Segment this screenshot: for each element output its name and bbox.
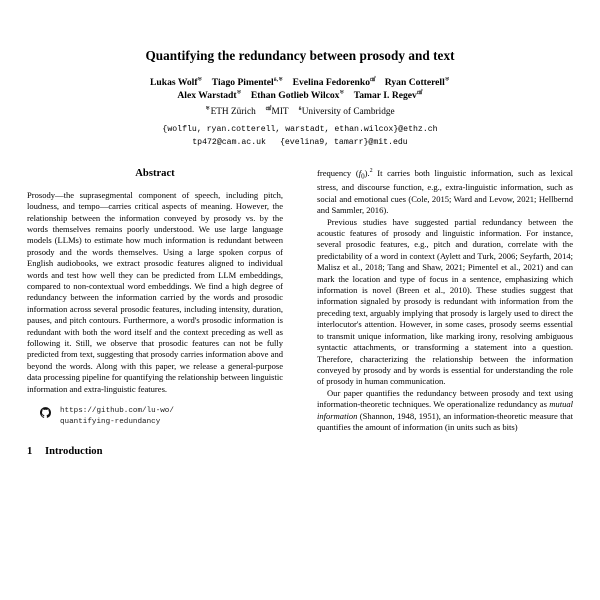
author-entry (212, 77, 284, 88)
author-affiliation-mark: δ,♅ (273, 76, 284, 83)
paragraph-continued (317, 168, 573, 217)
text-frequency-suffix: ). (364, 168, 370, 178)
affiliation-entry (266, 107, 289, 117)
left-column (27, 168, 283, 600)
section-number: 1 (27, 446, 33, 458)
author-line-1 (48, 76, 552, 90)
section-title: Introduction (45, 446, 103, 458)
email-cam: tp472@cam.ac.uk (192, 137, 266, 147)
github-icon (40, 407, 51, 418)
email-line-other (48, 137, 552, 150)
email-mit: {evelina9, tamarr}@mit.edu (279, 137, 408, 147)
author-entry (251, 90, 345, 101)
text-paragraph-3-b: (Shannon, 1948, 1951), an information-theoretic measure that quantifies the amount of information (in units such as bits) (317, 410, 573, 433)
author-affiliation-mark: ♅ (339, 90, 345, 97)
symbol-f0: f (358, 168, 362, 178)
author-name: Tamar I. Regev (353, 90, 417, 102)
author-entry (293, 77, 376, 88)
affiliation-mark: δ (298, 105, 302, 112)
page-title: Quantifying the redundancy between prosody and text (145, 48, 455, 63)
abstract-heading: Abstract (135, 168, 175, 179)
author-affiliation-mark: ♅ (236, 90, 242, 97)
title-block (0, 0, 600, 149)
text-paragraph-3-a: Our paper quantifies the redundancy between prosody and text using information-theoretic techniques. We operationalize redundancy as (317, 387, 573, 410)
repository-link[interactable] (27, 406, 283, 428)
repository-url-line2: quantifying-redundancy (60, 418, 161, 427)
author-name: Tiago Pimentel (211, 76, 274, 88)
affiliation-entry (299, 107, 395, 117)
author-entry (150, 77, 203, 88)
term-mutual-information: mutual information (317, 399, 573, 421)
author-name: Lukas Wolf (150, 76, 198, 88)
repository-url-line1: https://github.com/lu-wo/ (60, 407, 174, 416)
paragraph-our-paper (317, 388, 573, 434)
affiliation-entry (205, 107, 255, 117)
email-block (48, 124, 552, 149)
paragraph-previous-studies: Previous studies have suggested partial redundancy between the acoustic features of prosody and linguistic information. For instance, several prosodic features, e.g., pitch and duration, correlate with the predictability of a word in context (Aylett and Turk, 2006; Seyfarth, 2014; Malisz et al., 2018; Tang and Shaw, 2021; Pimentel et al., 2021) and can mark the location and type of focus in a sentence, emphasizing which information is novel (Breen et al., 2010). These studies suggest that information signaled by prosody is redundant with information from the preceding text, arguably implying that prosody is largely used to direct the interlocutor's attention. However, in some cases, prosody seems essential to transmit unique information, like marking irony, resolving ambiguous syntactic attachments, or transforming a statement into a question. Therefore, characterizing the relationship between the information conveyed by prosody and by words is essential for understanding the role of prosody in human communication. (317, 216, 573, 387)
symbol-f0-subscript: 0 (361, 172, 365, 181)
affiliation-name: MIT (271, 107, 289, 118)
author-name: Ryan Cotterell (384, 76, 445, 88)
repository-url[interactable] (60, 406, 174, 428)
section-heading-introduction (27, 428, 283, 459)
body-columns (0, 168, 600, 600)
author-entry (177, 90, 241, 101)
author-affiliation-mark: ♅ (444, 76, 450, 83)
text-paragraph-1-rest: It carries both linguistic information, such as lexical stress, and discourse function, e.g., extra-linguistic information, such as social and emotional cues (Cole, 2015; Ward and Levow, 2021; Hellbernd and Sammler, 2016). (317, 168, 573, 216)
author-affiliation-mark: ♅ (197, 76, 203, 83)
author-list (48, 76, 552, 103)
author-name: Ethan Gotlieb Wilcox (250, 90, 340, 102)
author-entry (385, 77, 450, 88)
author-affiliation-mark: ㎠ (416, 90, 423, 97)
right-column (317, 168, 573, 600)
introduction-body (317, 168, 573, 434)
abstract-body (27, 190, 283, 395)
text-frequency-prefix: frequency ( (317, 168, 359, 178)
footnote-marker[interactable]: 2 (369, 168, 373, 175)
author-affiliation-mark: ㎠ (370, 76, 376, 83)
author-line-2 (48, 89, 552, 103)
abstract-paragraph: Prosody—the suprasegmental component of speech, including pitch, loudness, and tempo—carries critical aspects of meaning. However, the relationship between the information conveyed by prosody vs. by the words themselves remains poorly understood. We use large language models (LLMs) to estimate how much information is redundant between prosody and the words themselves. Using a large spoken corpus of English audiobooks, we extract prosodic features aligned to individual words and test how well they can be predicted from LLM embeddings, compared to non-contextual word embeddings. We find a high degree of redundancy between the information carried by the words and prosodic information across several prosodic features, including intensity, duration, pauses, and pitch contours. Furthermore, a word's prosodic information is redundant with both the word itself and the context preceding as well as following it. Still, we observe that prosodic features can not be fully predicted from text, suggesting that prosody carries information above and beyond the words. Along with this paper, we release a general-purpose data processing pipeline for quantifying the relationship between linguistic information and extra-linguistic features. (27, 189, 283, 394)
affiliation-mark: ♅ (205, 105, 211, 112)
author-name: Alex Warstadt (177, 90, 237, 102)
author-entry (354, 90, 423, 101)
affiliation-name: University of Cambridge (301, 107, 395, 118)
email-line-ethz: {wolflu, ryan.cotterell, warstadt, ethan.wilcox}@ethz.ch (162, 125, 438, 135)
affiliation-name: ETH Zürich (210, 107, 256, 118)
author-name: Evelina Fedorenko (292, 76, 370, 88)
affiliation-list (48, 106, 552, 119)
affiliation-mark: ㎠ (265, 105, 272, 112)
